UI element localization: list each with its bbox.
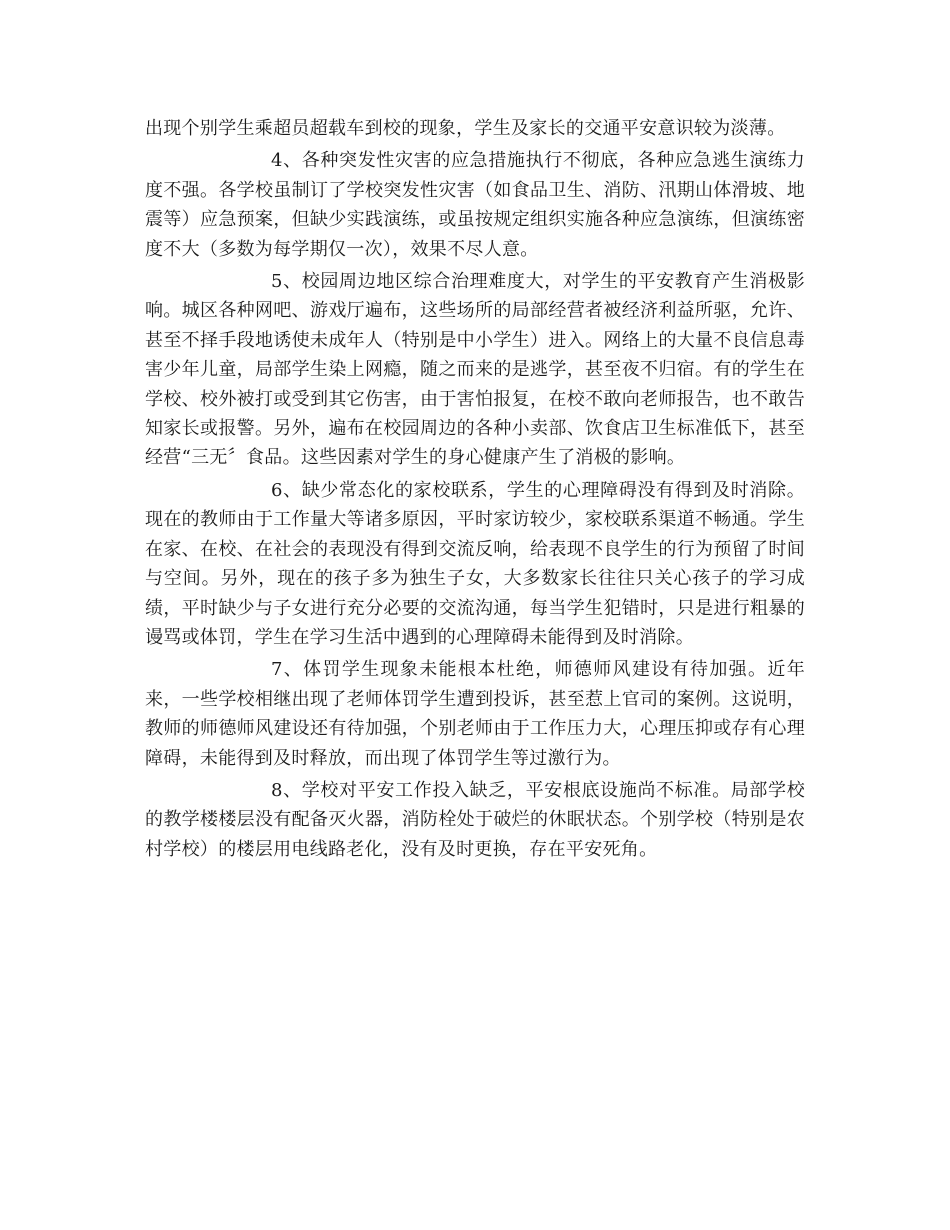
paragraph-item-6: 6、缺少常态化的家校联系，学生的心理障碍没有得到及时消除。现在的教师由于工作量大等诸多原因，平时家访较少，家校联系渠道不畅通。学生在家、在校、在社会的表现没有得到交流反响，给表现不良学生的行为预留了时间与空间。另外，现在的孩子多为独生子女，大多数家长往往只关心孩子的学习成绩，平时缺少与子女进行充分必要的交流沟通，每当学生犯错时，只是进行粗暴的谩骂或体罚，学生在学习生活中遇到的心理障碍未能得到及时消除。 — [145, 479, 805, 648]
document-body — [145, 114, 805, 867]
paragraph-item-8: 8、学校对平安工作投入缺乏，平安根底设施尚不标准。局部学校的教学楼楼层没有配备灭火器，消防栓处于破烂的休眠状态。个别学校（特别是农村学校）的楼层用电线路老化，没有及时更换，存在平安死角。 — [145, 779, 805, 860]
paragraph-item-5: 5、校园周边地区综合治理难度大，对学生的平安教育产生消极影响。城区各种网吧、游戏厅遍布，这些场所的局部经营者被经济利益所驱，允许、甚至不择手段地诱使未成年人（特别是中小学生）进入。网络上的大量不良信息毒害少年儿童，局部学生染上网瘾，随之而来的是逃学，甚至夜不归宿。有的学生在学校、校外被打或受到其它伤害，由于害怕报复，在校不敢向老师报告，也不敢告知家长或报警。另外，遍布在校园周边的各种小卖部、饮食店卫生标准低下，甚至经营“三无〞食品。这些因素对学生的身心健康产生了消极的影响。 — [145, 271, 805, 469]
paragraph-continuation: 出现个别学生乘超员超载车到校的现象，学生及家长的交通平安意识较为淡薄。 — [145, 118, 786, 139]
paragraph-item-4: 4、各种突发性灾害的应急措施执行不彻底，各种应急逃生演练力度不强。各学校虽制订了学校突发性灾害（如食品卫生、消防、汛期山体滑坡、地震等）应急预案，但缺少实践演练，或虽按规定组织实施各种应急演练，但演练密度不大（多数为每学期仅一次），效果不尽人意。 — [145, 150, 805, 260]
paragraph-item-7: 7、体罚学生现象未能根本杜绝，师德师风建设有待加强。近年来，一些学校相继出现了老师体罚学生遭到投诉，甚至惹上官司的案例。这说明，教师的师德师风建设还有待加强，个别老师由于工作压力大，心理压抑或存有心理障碍，未能得到及时释放，而出现了体罚学生等过激行为。 — [145, 659, 805, 769]
